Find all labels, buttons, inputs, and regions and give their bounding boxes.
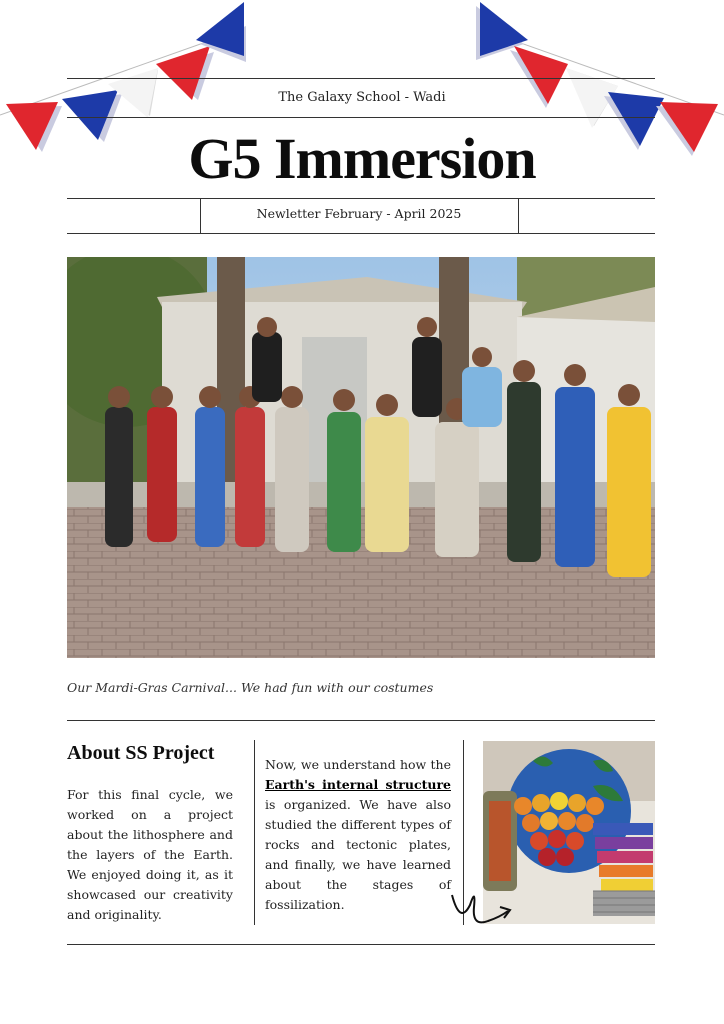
about-heading: About SS Project: [67, 742, 215, 764]
about-text: For this final cycle, we worked on a project about the lithosphere and the layers of the Earth. We enjoyed doing it, as it showcased our creativity and originality.: [67, 787, 233, 922]
structure-highlight: Earth's internal structure: [265, 777, 451, 792]
structure-text-part1: Now, we understand how the: [265, 757, 451, 772]
page-title: G5 Immersion: [188, 126, 536, 191]
newsletter-subtitle: Newletter February - April 2025: [256, 206, 462, 221]
squiggle-arrow-icon: [448, 885, 518, 930]
header-rule-4: [67, 233, 655, 234]
structure-text-part2: is organized. We have also studied the different types of rocks and tectonic plates, and finally, we have learned about the stages of fossilization.: [265, 797, 451, 912]
photo-caption: Our Mardi-Gras Carnival... We had fun with our costumes: [67, 680, 434, 695]
section-rule-top: [67, 720, 655, 721]
header-rule-top: [67, 78, 655, 79]
header-rule-3: [67, 198, 655, 199]
structure-text: [265, 755, 451, 915]
column-divider-1: [254, 740, 255, 925]
carnival-photo: [67, 257, 655, 658]
school-name: The Galaxy School - Wadi: [278, 90, 446, 105]
header-rule-2: [67, 117, 655, 118]
section-rule-bottom: [67, 944, 655, 945]
subtitle-divider-right: [518, 198, 519, 233]
